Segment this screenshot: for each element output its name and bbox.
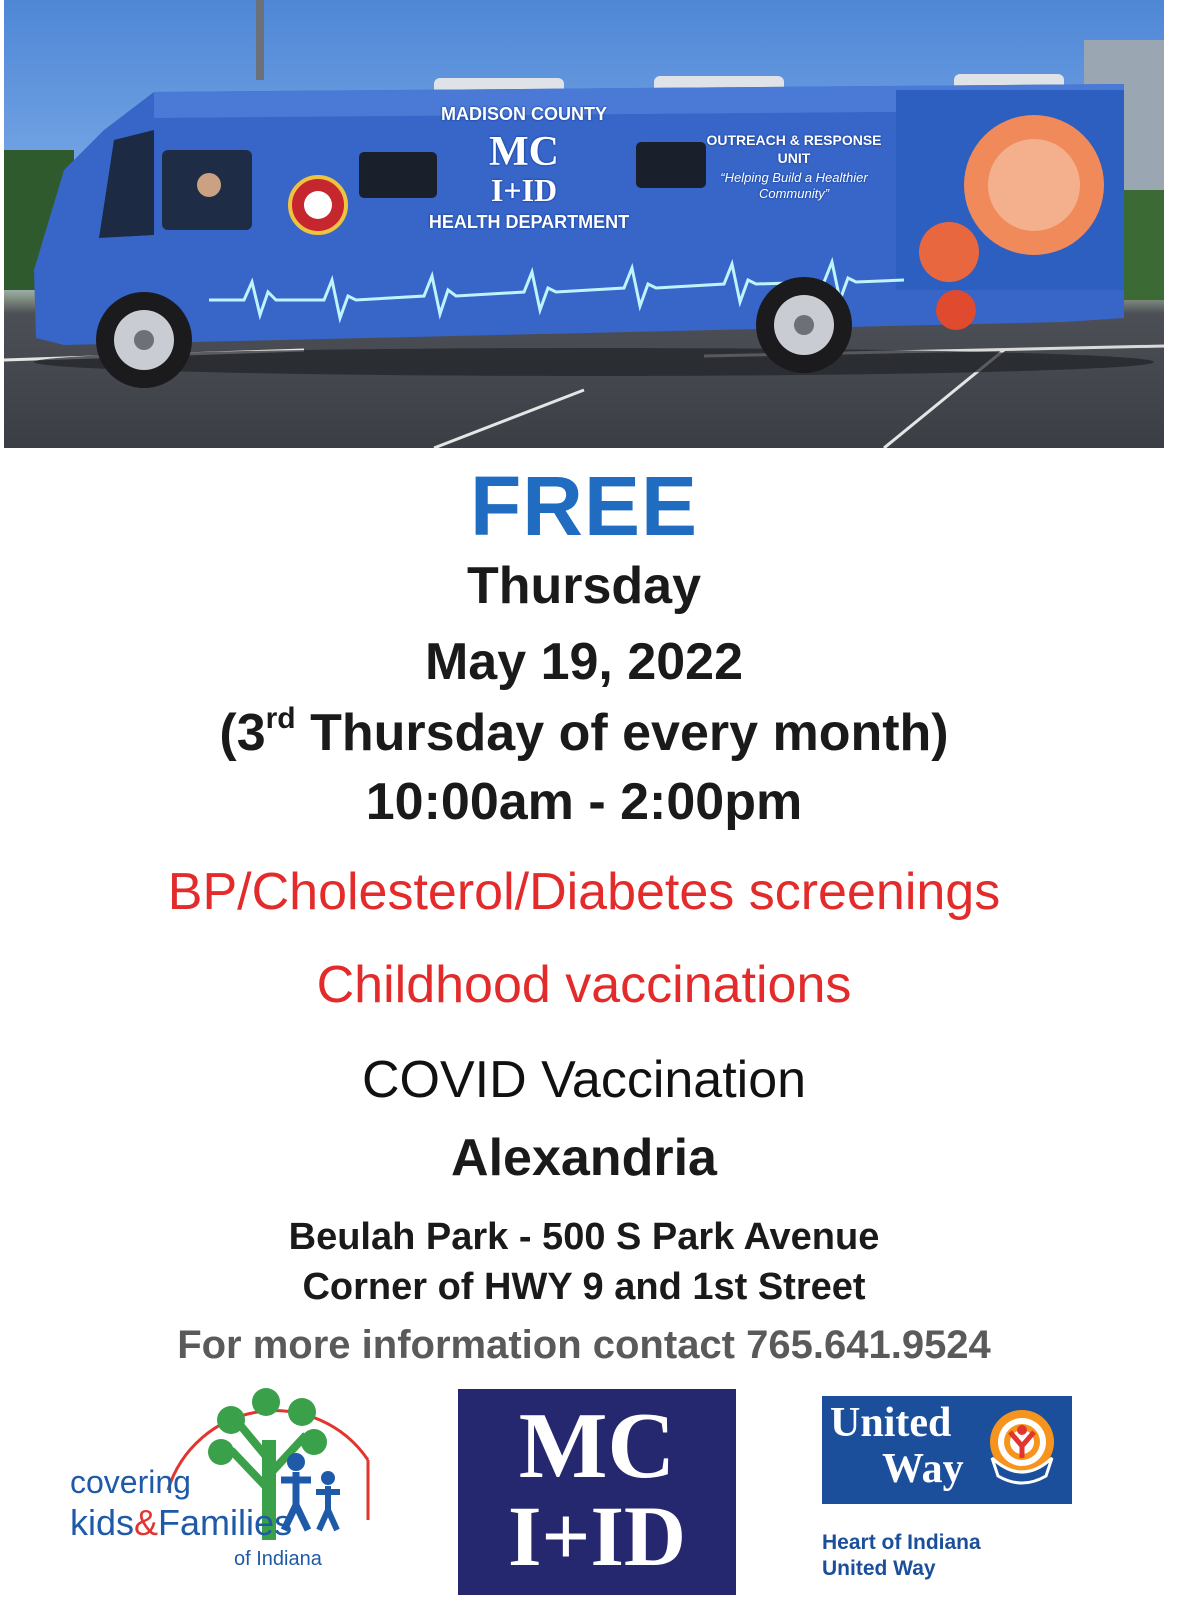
uw-word-way: Way [882,1446,964,1492]
united-way-subtitle [822,1530,981,1582]
frequency-ordinal: (3 [219,704,266,762]
mc-logo-top-text: MC [518,1394,676,1498]
event-date: May 19, 2022 [424,633,744,691]
free-headline: FREE [469,459,699,553]
frequency-ordinal-suffix: rd [265,702,296,735]
event-address-line1: Beulah Park - 500 S Park Avenue [288,1216,880,1258]
service-covid-vaccination: COVID Vaccination [361,1051,807,1109]
ckf-word-covering: covering [70,1464,191,1500]
uw-word-united: United [830,1400,952,1446]
event-city: Alexandria [451,1129,717,1187]
ckf-ampersand: & [134,1502,159,1543]
ckf-word-families: Families [158,1502,293,1543]
contact-info: For more information contact 765.641.9524 [177,1323,991,1367]
covering-kids-families-logo [66,1380,386,1600]
ckf-word-kids: kids [70,1502,135,1543]
event-frequency [0,702,1168,763]
bus-logo-bottom: I+ID [490,172,558,208]
event-day: Thursday [466,557,702,615]
bus-unit-line2: UNIT [777,150,811,166]
united-way-logo [822,1396,1072,1504]
bus-unit-line1: OUTREACH & RESPONSE [706,132,882,148]
uw-subtitle-line2: United Way [822,1557,936,1580]
uw-subtitle-line1: Heart of Indiana [822,1531,981,1554]
event-address-line2: Corner of HWY 9 and 1st Street [302,1266,866,1308]
bus-slogan-line2: Community” [758,186,830,201]
event-time: 10:00am - 2:00pm [365,773,803,831]
bus-logo-top: MC [489,129,559,175]
frequency-rest: Thursday of every month) [295,704,949,762]
ckf-word-kids-families [70,1502,292,1544]
ckf-word-of-indiana: of Indiana [234,1548,322,1570]
bus-header-label: MADISON COUNTY [441,104,607,124]
united-way-hand-icon [982,1406,1062,1496]
service-screenings: BP/Cholesterol/Diabetes screenings [167,863,1001,921]
bus-department-label: HEALTH DEPARTMENT [428,212,630,232]
hero-photo-mobile-health-unit [4,0,1164,448]
service-childhood-vaccinations: Childhood vaccinations [316,956,852,1014]
mc-logo-bottom-text: I+ID [507,1488,687,1584]
bus-slogan-line1: “Helping Build a Healthier [720,170,868,185]
mc-health-department-logo [458,1389,736,1595]
